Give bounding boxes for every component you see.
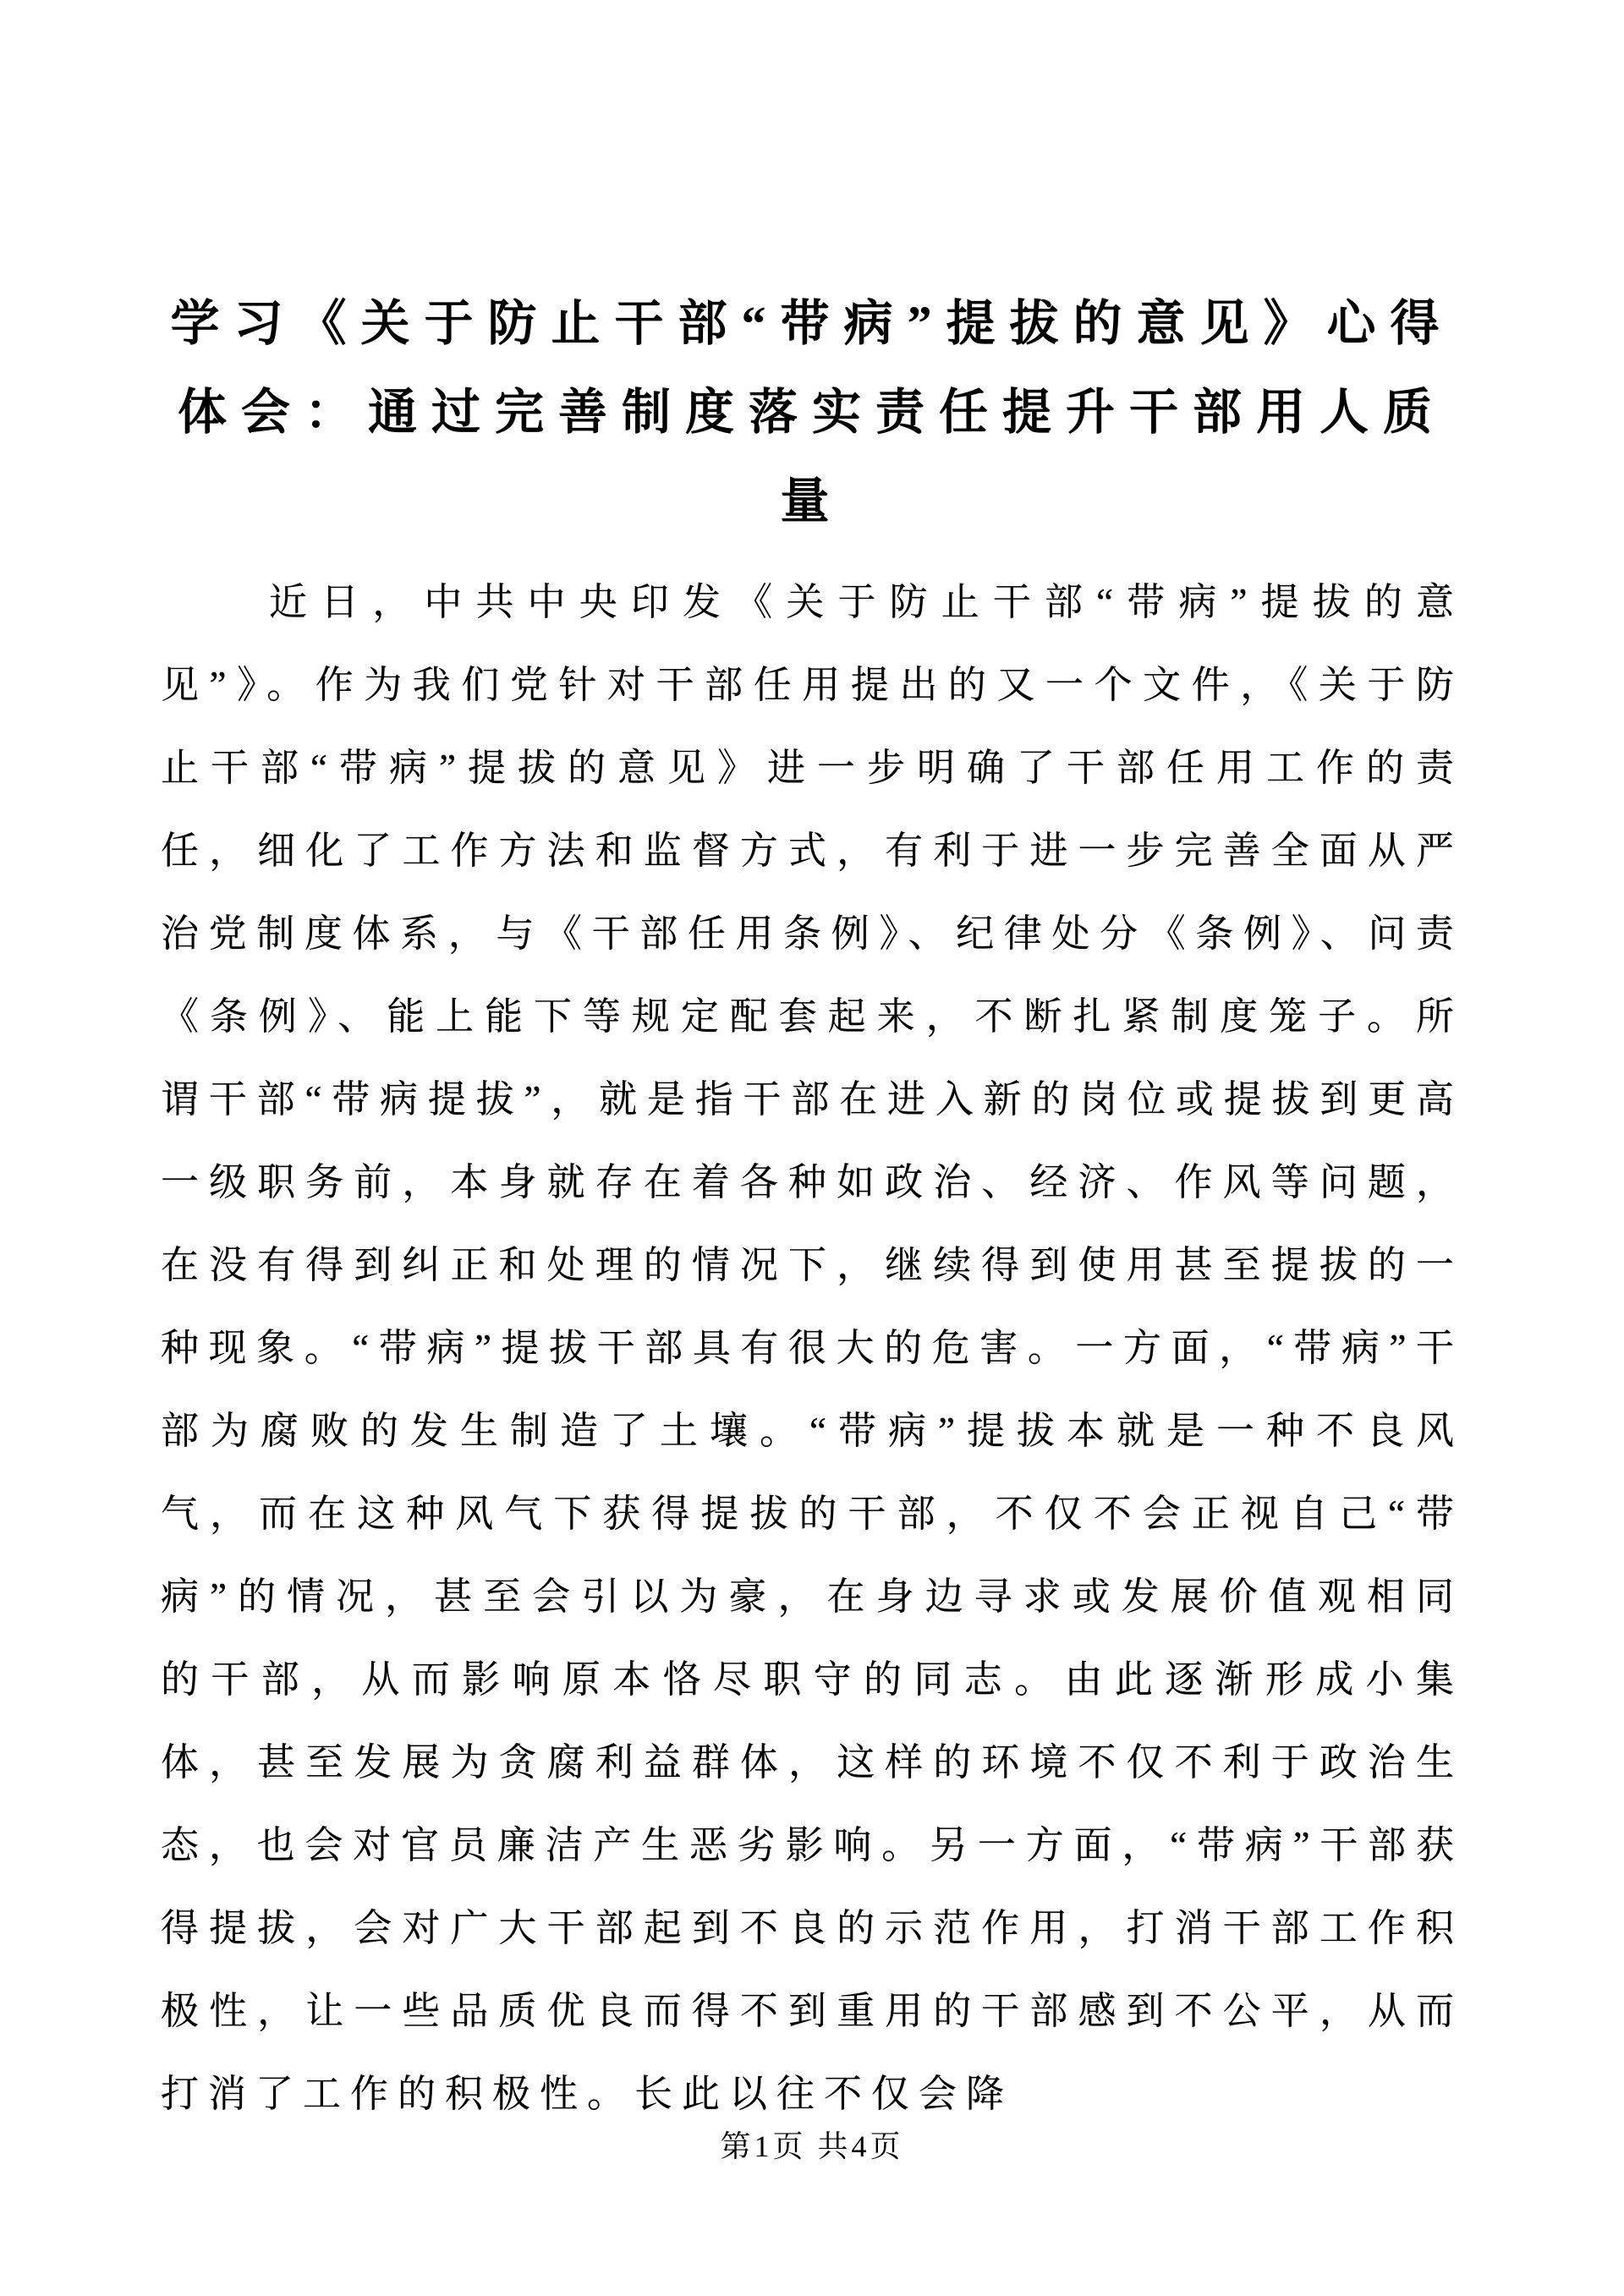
body-paragraph: 近日，中共中央印发《关于防止干部“带病”提拔的意见”》。作为我们党针对干部任用提出的又一个文件，《关于防止干部“带病”提拔的意见》进一步明确了干部任用工作的责任，细化了工作方法和监督方式，有利于进一步完善全面从严治党制度体系，与《干部任用条例》、纪律处分《条例》、问责《条例》、能上能下等规定配套起来，不断扎紧制度笼子。所谓干部“带病提拔”，就是指干部在进入新的岗位或提拔到更高一级职务前，本身就存在着各种如政治、经济、作风等问题，在没有得到纠正和处理的情况下，继续得到使用甚至提拔的一种现象。“带病”提拔干部具有很大的危害。一方面，“带病”干部为腐败的发生制造了土壤。“带病”提拔本就是一种不良风气，而在这种风气下获得提拔的干部，不仅不会正视自己“带病”的情况，甚至会引以为豪，在身边寻求或发展价值观相同的干部，从而影响原本恪尽职守的同志。由此逐渐形成小集体，甚至发展为贪腐利益群体，这样的环境不仅不利于政治生态，也会对官员廉洁产生恶劣影响。另一方面，“带病”干部获得提拔，会对广大干部起到不良的示范作用，打消干部工作积极性，让一些品质优良而得不到重用的干部感到不公平，从而打消了工作的积极性。长此以往不仅会降 [161,581,1463,2115]
page-footer [0,2123,1624,2166]
document-content [161,0,1463,2135]
document-title: 学习《关于防止干部“带病”提拔的意见》心得体会：通过完善制度落实责任提升干部用人质量 [170,296,1454,529]
page-number-label: 第1页 共4页 [720,2129,904,2163]
